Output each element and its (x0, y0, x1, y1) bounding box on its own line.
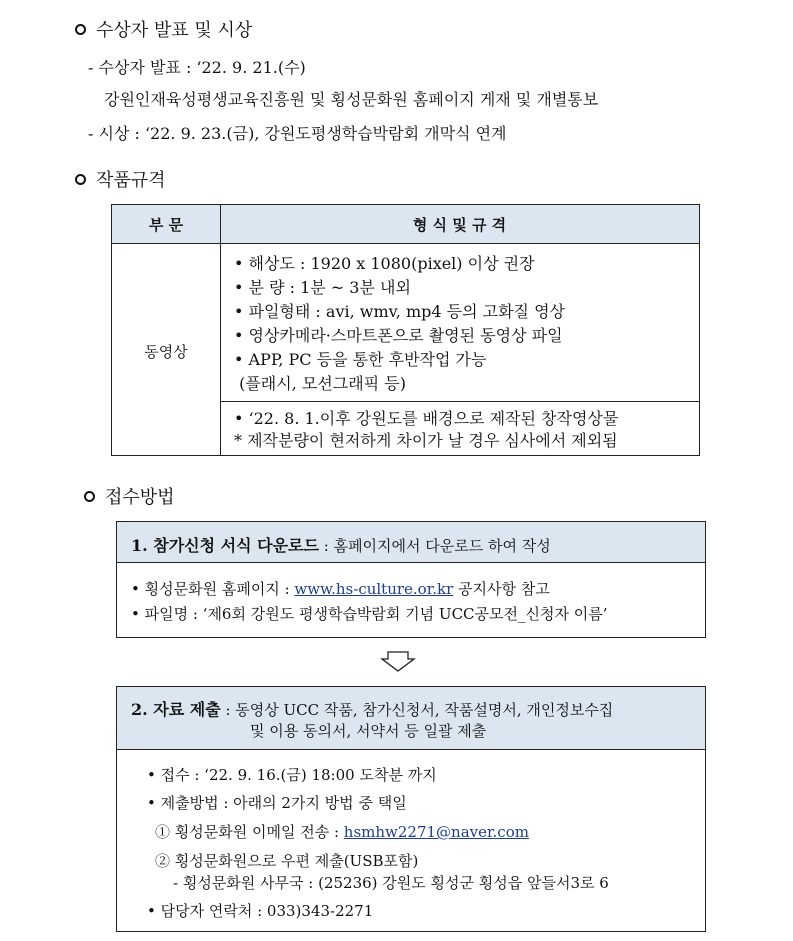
section-3-title: 접수방법 (105, 487, 175, 508)
announcement-channel: 강원인재육성평생교육진흥원 및 횡성문화원 홈페이지 게재 및 개별통보 (104, 90, 599, 109)
homepage-link[interactable]: www.hs-culture.or.kr (294, 580, 454, 598)
step-1-title: 1. 참가신청 서식 다운로드 (131, 536, 319, 555)
note-length-warning: * 제작분량이 현저하게 차이가 날 경우 심사에서 제외됨 (234, 431, 618, 450)
step-1-title-line (131, 533, 551, 556)
section-1-heading (75, 16, 252, 42)
step-2-option-email (155, 821, 529, 842)
step-2-option-mail: ② 횡성문화원으로 우편 제출(USB포함) (155, 852, 419, 870)
spec-post-production: • APP, PC 등을 통한 후반작업 가능 (234, 350, 487, 369)
table-header-format: 형 식 및 규 격 (412, 216, 507, 234)
email-label: ① 횡성문화원 이메일 전송 : (155, 823, 344, 841)
step-2-title: 2. 자료 제출 (131, 700, 221, 719)
email-link[interactable]: hsmhw2271@naver.com (343, 823, 529, 841)
section-2-heading (75, 166, 166, 192)
announcement-date: - 수상자 발표 : ‘22. 9. 21.(수) (88, 58, 306, 77)
step-1-box (116, 521, 706, 638)
step-2-desc-1: : 동영상 UCC 작품, 참가신청서, 작품설명서, 개인정보수집 (220, 701, 614, 719)
spec-duration: • 분 량 : 1분 ~ 3분 내외 (234, 278, 411, 297)
circle-bullet-icon (84, 491, 95, 502)
spec-list (234, 252, 565, 396)
award-ceremony: - 시상 : ‘22. 9. 23.(금), 강원도평생학습박람회 개막식 연계 (88, 124, 507, 143)
circle-bullet-icon (75, 24, 86, 35)
note-creation-date: • ‘22. 8. 1.이후 강원도를 배경으로 제작된 창작영상물 (234, 409, 619, 428)
step-2-contact: • 담당자 연락처 : 033)343-2271 (147, 902, 374, 920)
step-2-method: • 제출방법 : 아래의 2가지 방법 중 택일 (147, 794, 407, 812)
step-2-mail-address: - 횡성문화원 사무국 : (25236) 강원도 횡성군 횡성읍 앞들서3로 6 (173, 874, 609, 892)
down-arrow-icon (380, 651, 416, 673)
spec-file-type: • 파일형태 : avi, wmv, mp4 등의 고화질 영상 (234, 302, 566, 321)
step-1-item-homepage (131, 578, 550, 599)
section-2-title: 작품규격 (96, 170, 166, 191)
circle-bullet-icon (75, 174, 86, 185)
spec-source: • 영상카메라·스마트폰으로 촬영된 동영상 파일 (234, 326, 563, 345)
spec-resolution: • 해상도 : 1920 x 1080(pixel) 이상 권장 (234, 254, 535, 273)
step-2-deadline: • 접수 : ‘22. 9. 16.(금) 18:00 도착분 까지 (147, 766, 437, 784)
step-2-title-line (131, 697, 613, 720)
homepage-label: • 횡성문화원 홈페이지 : (131, 580, 295, 598)
spec-post-production-detail: (플래시, 모션그래픽 등) (234, 374, 406, 393)
step-2-box (116, 686, 706, 932)
step-1-item-filename: • 파일명 : ‘제6회 강원도 평생학습박람회 기념 UCC공모전_신청자 이름’ (131, 605, 608, 623)
step-2-desc-2: 및 이용 동의서, 서약서 등 일괄 제출 (250, 722, 487, 740)
spec-notes (234, 408, 618, 452)
section-1-title: 수상자 발표 및 시상 (96, 20, 253, 41)
table-category-video: 동영상 (144, 343, 188, 361)
section-3-heading (84, 483, 175, 509)
spec-table (111, 204, 700, 456)
homepage-note: 공지사항 참고 (453, 580, 550, 598)
table-header-category: 부 문 (148, 216, 184, 234)
step-1-desc: : 홈페이지에서 다운로드 하여 작성 (318, 537, 551, 555)
